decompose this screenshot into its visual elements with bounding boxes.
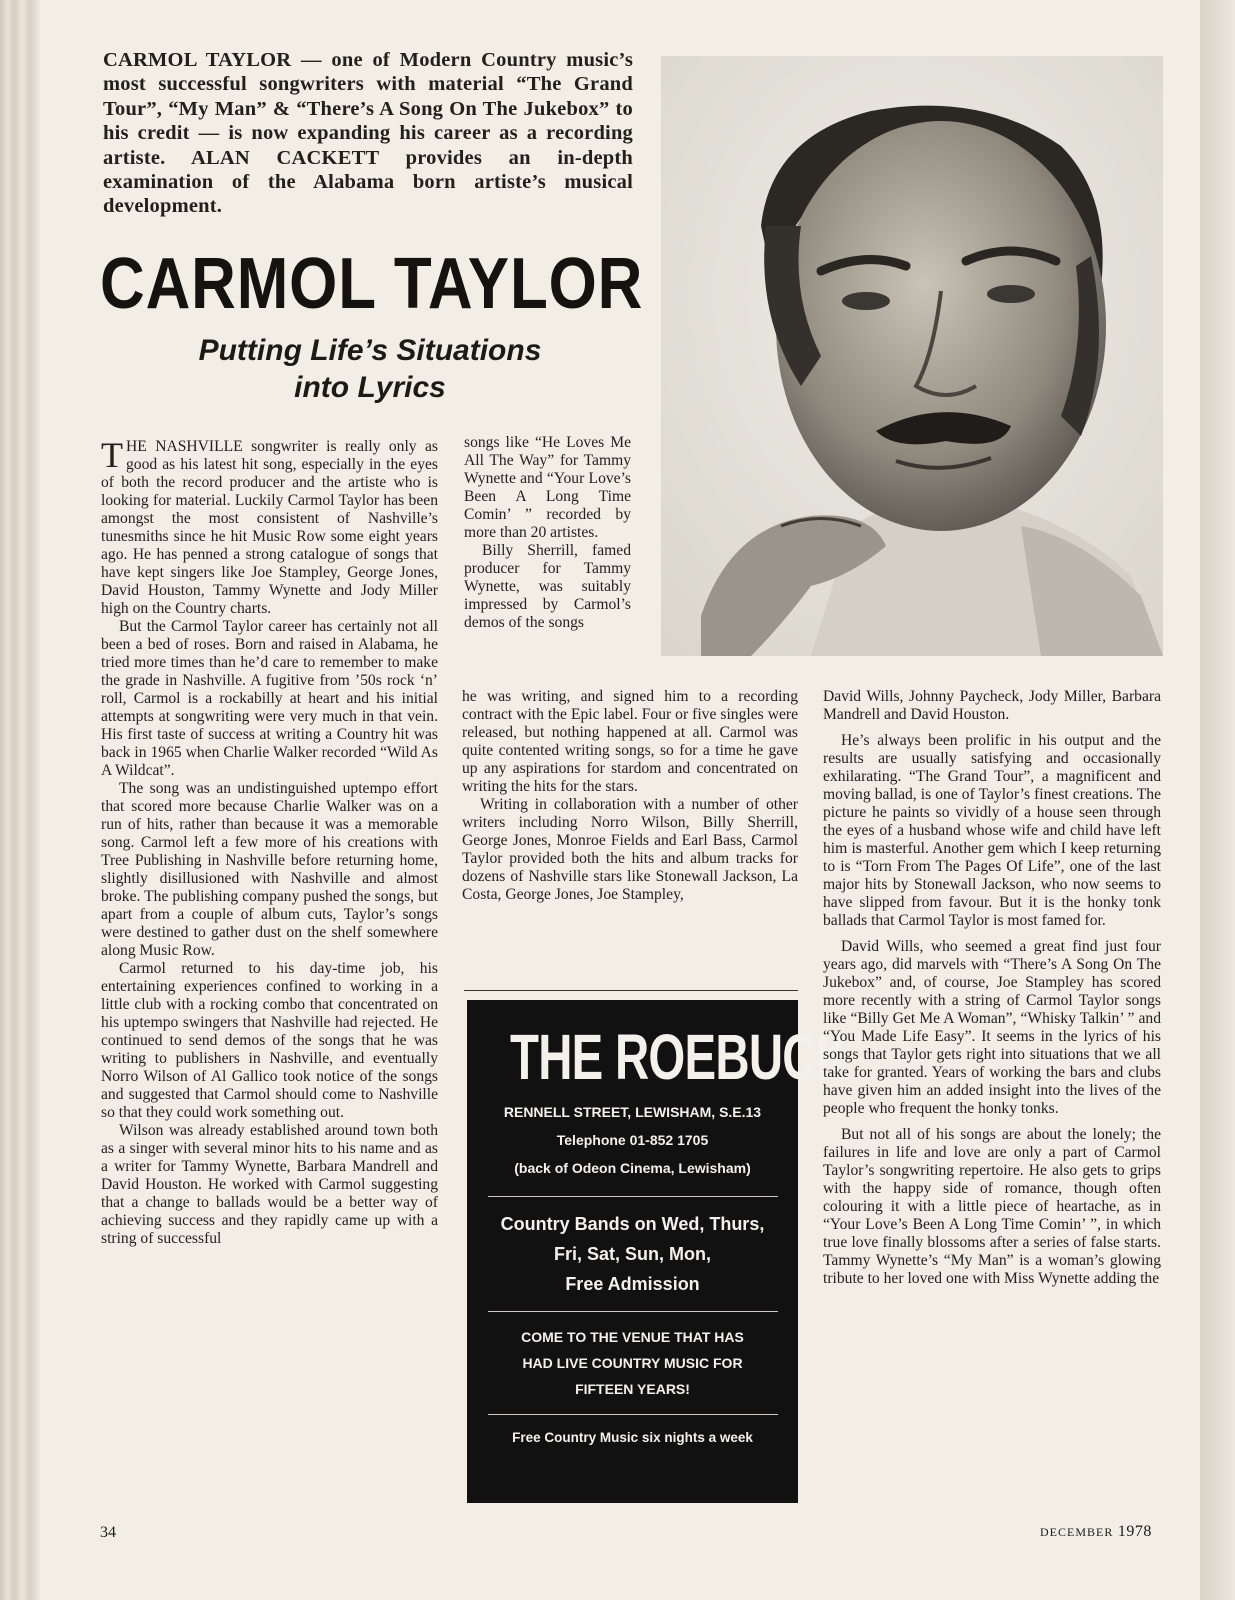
article-paragraph: THE NASHVILLE songwriter is really only as good as his latest hit song, especially in the eyes of both the record producer and the artiste who is looking for material. Luckily Carmol Taylor has been amongst the most consistent of Nashville’s tunesmiths since he hit Music Row some eight years ago. He has penned a strong catalogue of songs that have kept singers like Joe Stampley, George Jones, David Houston, Tammy Wynette and Jody Miller high on the Country charts. xyxy=(101,435,438,617)
article-headline: CARMOL TAYLOR xyxy=(100,244,644,324)
article-paragraph: But not all of his songs are about the lonely; the failures in life and love are only a part of Carmol Taylor’s songwriting repertoire. He also gets to grips with the happy side of romance, though often colouring it with a little piece of heartache, as in “Your Love’s Been A Long Time Comin’ ”, in which true love finally blossoms after a series of false starts. Tammy Wynette’s “My Man” is a woman’s glowing tribute to her loved one with Miss Wynette adding the xyxy=(823,1126,1161,1287)
article-column-2-top xyxy=(464,434,631,632)
magazine-binding xyxy=(0,0,40,1600)
column-divider xyxy=(464,990,798,991)
ad-address: RENNELL STREET, LEWISHAM, S.E.13 xyxy=(503,1104,762,1120)
ad-nights-line-1: Country Bands on Wed, Thurs, xyxy=(500,1214,765,1234)
page-edge xyxy=(1200,0,1235,1600)
ad-title: THE ROEBUCK xyxy=(510,1021,850,1093)
article-paragraph: he was writing, and signed him to a recording contract with the Epic label. Four or five singles were released, but nothing happened at all. Carmol was quite contented writing songs, so for a time he gave up any aspirations for stardom and concentrated on writing the hits for the stars. xyxy=(462,688,798,795)
intro-paragraph: CARMOL TAYLOR — one of Modern Country music’s most successful songwriters with material “The Grand Tour”, “My Man” & “There’s A Song On The Jukebox” to his credit — is now expanding his career as a recording artiste. ALAN CACKETT provides an in-depth examination of the Alabama born artiste’s musical development. xyxy=(103,49,633,218)
ad-telephone: Telephone 01-852 1705 xyxy=(556,1132,709,1148)
article-paragraph: Wilson was already established around town both as a singer with several minor hits to his name and as a writer for Tammy Wynette, Barbara Mandrell and David Houston. He worked with Carmol suggesting that a change to ballads would be a better way of achieving success and they rapidly came up with a string of successful xyxy=(101,1122,438,1247)
article-paragraph: Writing in collaboration with a number of other writers including Norro Wilson, Billy Sherrill, George Jones, Monroe Fields and Earl Bass, Carmol Taylor provided both the hits and album tracks for dozens of Nashville stars like Stonewall Jackson, La Costa, George Jones, Joe Stampley, xyxy=(462,796,798,903)
article-paragraph: The song was an undistinguished uptempo effort that scored more because Charlie Walker was on a run of hits, rather than because it was a memorable song. Carmol left a few more of his creations with Tree Publishing in Nashville before returning home, slightly disillusioned with Nashville and almost broke. The publishing company pushed the songs, but apart from a couple of album cuts, Taylor’s songs were destined to gather dust on the shelf somewhere along Music Row. xyxy=(101,780,438,959)
ad-slogan-line-2: HAD LIVE COUNTRY MUSIC FOR xyxy=(522,1355,743,1371)
drop-cap: T xyxy=(101,435,123,475)
article-paragraph: But the Carmol Taylor career has certainly not all been a bed of roses. Born and raised in Alabama, he tried more times than he’d care to remember to make the grade in Nashville. A fugitive from ’50s rock ‘n’ roll, Carmol is a rockabilly at heart and his initial attempts at songwriting were very much in that vein. His first taste of success at writing a Country hit was back in 1965 when Charlie Walker recorded “Wild As A Wildcat”. xyxy=(101,618,438,779)
ad-location: (back of Odeon Cinema, Lewisham) xyxy=(514,1160,751,1176)
issue-year: 1978 xyxy=(1117,1523,1152,1540)
ad-tagline: Free Country Music six nights a week xyxy=(512,1430,753,1445)
article-column-1 xyxy=(101,435,438,1248)
article-paragraph: songs like “He Loves Me All The Way” for Tammy Wynette and “Your Love’s Been A Long Time Comin’ ” recorded by more than 20 artistes. xyxy=(464,434,631,541)
subhead-line-2: into Lyrics xyxy=(294,371,446,404)
article-paragraph: David Wills, who seemed a great find just four years ago, did marvels with “There’s A Song On The Jukebox” and, of course, Joe Stampley has scored more recently with a string of Carmol Taylor songs like “Billy Get Me A Woman”, “Whisky Talkin’ ” and “You Made Life Easy”. It seems in the lyrics of his songs that Taylor gets right into situations that we all take for granted. Years of working the bars and clubs have given him an added insight into the lives of the people who frequent the honky tonks. xyxy=(823,938,1161,1117)
issue-month: DECEMBER xyxy=(1040,1525,1114,1539)
article-paragraph: David Wills, Johnny Paycheck, Jody Miller, Barbara Mandrell and David Houston. xyxy=(823,688,1161,723)
portrait-illustration xyxy=(661,56,1163,656)
article-subhead xyxy=(150,332,590,406)
article-column-2-bottom xyxy=(462,688,798,904)
ad-nights-line-3: Free Admission xyxy=(565,1274,700,1294)
subhead-line-1: Putting Life’s Situations xyxy=(198,334,542,367)
article-paragraph: He’s always been prolific in his output and the results are usually satisfying and occasionally exhilarating. “The Grand Tour”, a magnificent and moving ballad, is one of Taylor’s finest creations. The picture he paints so vividly of a house seen through the eyes of a husband whose wife and child have left him is masterful. Another gem which I keep returning to is “Torn From The Pages Of Life”, one of the last major hits by Stonewall Jackson, who now seems to have slipped from favour. But it is the honky tonk ballads that Carmol Taylor is most famed for. xyxy=(823,732,1161,929)
ad-slogan-line-3: FIFTEEN YEARS! xyxy=(575,1381,690,1397)
ad-slogan-line-1: COME TO THE VENUE THAT HAS xyxy=(521,1329,744,1345)
page-number: 34 xyxy=(100,1524,116,1541)
issue-date xyxy=(1040,1523,1152,1541)
article-paragraph: Carmol returned to his day-time job, his entertaining experiences confined to working in a little club with a rocking combo that concentrated on his uptempo swingers that Nashville had rejected. He continued to send demos of the songs that he was writing to publishers in Nashville, and eventually Norro Wilson of Al Gallico took notice of the songs and suggested that Carmol should come to Nashville so that they could work something out. xyxy=(101,960,438,1121)
article-paragraph: Billy Sherrill, famed producer for Tammy Wynette, was suitably impressed by Carmol’s demos of the songs xyxy=(464,542,631,631)
article-column-3 xyxy=(823,688,1161,1288)
portrait-photo xyxy=(661,56,1163,656)
roebuck-advertisement xyxy=(467,1000,850,1503)
ad-nights-line-2: Fri, Sat, Sun, Mon, xyxy=(554,1244,711,1264)
